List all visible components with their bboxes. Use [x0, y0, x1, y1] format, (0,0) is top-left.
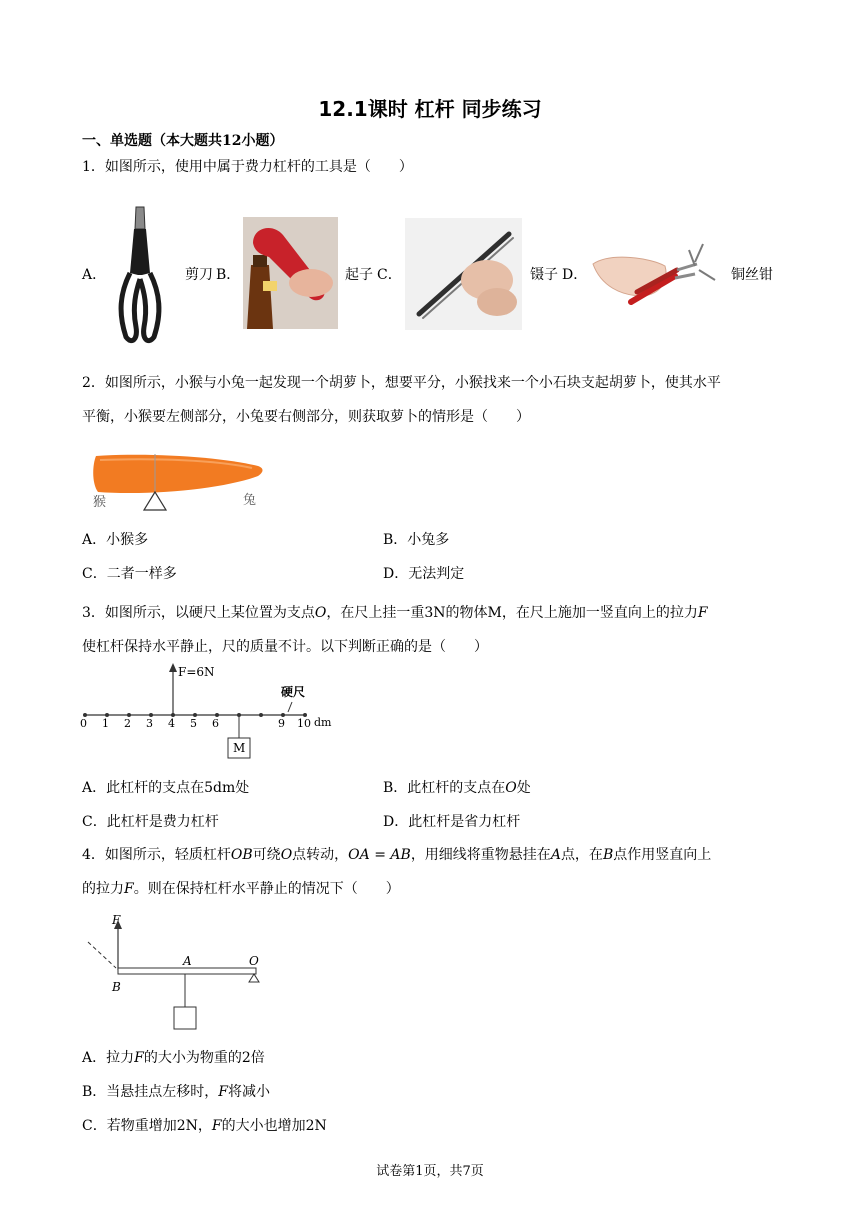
- q3-tick-1: 1: [102, 717, 109, 730]
- q3-tick-5: 5: [190, 717, 197, 730]
- q3-tick-4: 4: [168, 717, 175, 730]
- q1-option-a-label: A．: [82, 267, 107, 283]
- q2-option-b: B．小兔多: [383, 532, 450, 548]
- q2-stem-line2: 平衡，小猴要左侧部分，小兔要右侧部分，则获取萝卜的情形是（ ）: [82, 409, 530, 425]
- q4-option-b: B．当悬挂点左移时，F将减小: [82, 1084, 271, 1100]
- q4-fig-o-label: O: [249, 954, 259, 968]
- q3-fig-mass-label: M: [233, 741, 246, 755]
- q4-option-c: C．若物重增加2N，F的大小也增加2N: [82, 1118, 327, 1134]
- q4-stem-line1: 4．如图所示，轻质杠杆OB可绕O点转动，OA = AB，用细线将重物悬挂在A点，在B点作用竖直向上: [82, 847, 712, 863]
- q2-option-a: A．小猴多: [82, 532, 149, 548]
- q1-option-c-name: 镊子: [530, 267, 558, 283]
- q3-stem-line2: 使杠杆保持水平静止，尺的质量不计。以下判断正确的是（ ）: [82, 639, 488, 655]
- q3-option-a: A．此杠杆的支点在5dm处: [82, 780, 250, 796]
- q1-option-d-label: D．: [562, 267, 588, 283]
- tweezers-image: [405, 218, 522, 330]
- q3-fig-unit: dm: [314, 716, 332, 729]
- q4-fig-f-label: F: [112, 913, 121, 927]
- q1-option-d-name: 铜丝钳: [731, 267, 773, 283]
- q1-option-b-name: 起子: [345, 267, 373, 283]
- q3-fig-force-label: F=6N: [178, 665, 215, 679]
- q4-stem-line2: 的拉力F。则在保持杠杆水平静止的情况下（ ）: [82, 881, 400, 897]
- q3-fig-ruler-label: 硬尺: [281, 685, 306, 699]
- q3-tick-9: 9: [278, 717, 285, 730]
- q3-tick-10: 10: [297, 717, 311, 730]
- q3-option-c: C．此杠杆是费力杠杆: [82, 814, 219, 830]
- lever-ob-figure: [84, 914, 270, 1036]
- section-heading: 一、单选题（本大题共12小题）: [82, 133, 284, 149]
- q4-option-a: A．拉力F的大小为物重的2倍: [82, 1050, 265, 1066]
- q2-option-d: D．无法判定: [383, 566, 465, 582]
- scissors-image: [112, 203, 168, 345]
- q3-tick-6: 6: [212, 717, 219, 730]
- wire-pliers-image: [591, 236, 719, 310]
- q1-option-a-name: 剪刀: [185, 267, 213, 283]
- q2-fig-monkey-label: 猴: [93, 495, 107, 510]
- q3-option-b: B．此杠杆的支点在O处: [383, 780, 531, 796]
- q3-tick-3: 3: [146, 717, 153, 730]
- page-title: 12.1课时 杠杆 同步练习: [318, 97, 542, 121]
- q4-fig-a-label: A: [183, 954, 192, 968]
- carrot-figure: [86, 448, 266, 512]
- q3-stem-line1: 3．如图所示，以硬尺上某位置为支点O，在尺上挂一重3N的物体M，在尺上施加一竖直向上的拉力F: [82, 605, 708, 621]
- q2-option-c: C．二者一样多: [82, 566, 177, 582]
- page-footer: 试卷第1页，共7页: [376, 1164, 484, 1179]
- q1-stem: 1．如图所示，使用中属于费力杠杆的工具是（ ）: [82, 159, 413, 175]
- q2-stem-line1: 2．如图所示，小猴与小兔一起发现一个胡萝卜，想要平分，小猴找来一个小石块支起胡萝卜，使其水平: [82, 375, 721, 391]
- q1-option-b-label: B．: [216, 267, 241, 283]
- q4-fig-b-label: B: [112, 980, 121, 994]
- q3-option-d: D．此杠杆是省力杠杆: [383, 814, 521, 830]
- bottle-opener-image: [243, 217, 338, 329]
- q1-option-c-label: C．: [377, 267, 402, 283]
- q3-tick-2: 2: [124, 717, 131, 730]
- q2-fig-rabbit-label: 兔: [243, 493, 257, 508]
- q3-tick-0: 0: [80, 717, 87, 730]
